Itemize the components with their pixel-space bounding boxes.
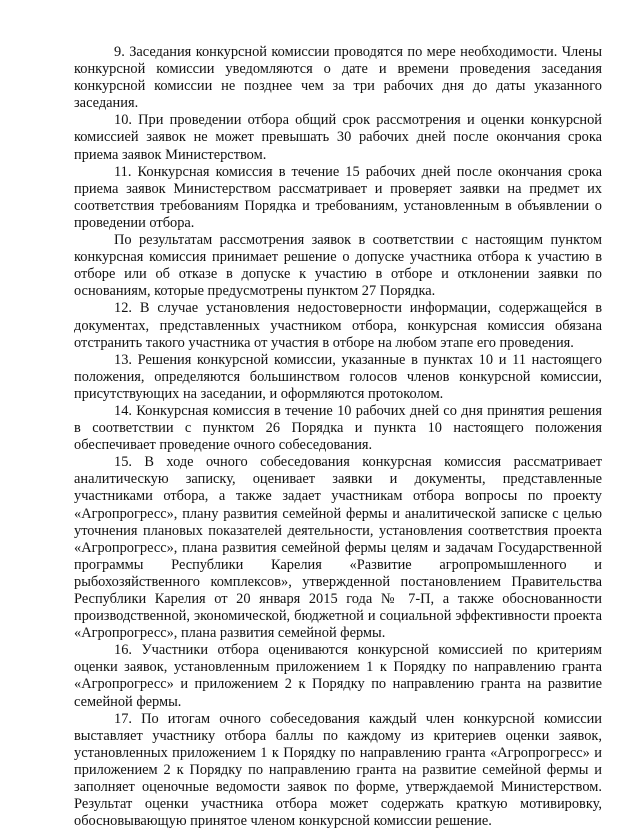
paragraph-9: 9. Заседания конкурсной комиссии проводятся по мере необходимости. Члены конкурсной комиссии уведомляются о дате и времени проведения заседания конкурсной комиссии не позднее чем за три рабочих дня до даты указанного заседания.	[74, 44, 602, 112]
paragraph-17: 17. По итогам очного собеседования каждый член конкурсной комиссии выставляет участнику отбора баллы по каждому из критериев оценки заявок, установленных приложением 1 к Порядку по направлению гранта «Агропрогресс» и приложением 2 к Порядку по направлению гранта на развитие семейной фермы и заполняет оценочные ведомости заявок по форме, утверждаемой Министерством. Результат оценки участника отбора может содержать краткую мотивировку, обосновывающую принятое членом конкурсной комиссии решение.	[74, 710, 602, 830]
paragraph-15: 15. В ходе очного собеседования конкурсная комиссия рассматривает аналитическую записку, оценивает заявки и документы, представленные участниками отбора, а также задает участникам отбора вопросы по проекту «Агропрогресс», плану развития семейной фермы и аналитической записке с целью уточнения плановых показателей деятельности, установления соответствия проекта «Агропрогресс», плана развития семейной фермы целям и задачам Государственной программы Республики Карелия «Развитие агропромышленного и рыбохозяйственного комплексов», утвержденной постановлением Правительства Республики Карелия от 20 января 2015 года № 7-П, а также обоснованности производственной, экономической, бюджетной и социальной эффективности проекта «Агропрогресс», плана развития семейной фермы.	[74, 454, 602, 642]
paragraph-10: 10. При проведении отбора общий срок рассмотрения и оценки конкурсной комиссией заявок не может превышать 30 рабочих дней после окончания срока приема заявок Министерством.	[74, 112, 602, 163]
paragraph-13: 13. Решения конкурсной комиссии, указанные в пунктах 10 и 11 настоящего положения, определяются большинством голосов членов конкурсной комиссии, присутствующих на заседании, и оформляются протоколом.	[74, 351, 602, 402]
paragraph-11: 11. Конкурсная комиссия в течение 15 рабочих дней после окончания срока приема заявок Министерством рассматривает и проверяет заявки на предмет их соответствия требованиям Порядка и требованиям, установленным в объявлении о проведении отбора.	[74, 163, 602, 231]
paragraph-16: 16. Участники отбора оцениваются конкурсной комиссией по критериям оценки заявок, установленным приложением 1 к Порядку по направлению гранта «Агропрогресс» и приложением 2 к Порядку по направлению гранта на развитие семейной фермы.	[74, 642, 602, 710]
paragraph-11-results: По результатам рассмотрения заявок в соответствии с настоящим пунктом конкурсная комиссия принимает решение о допуске участника отбора к участию в отборе или об отказе в допуске к участию в отборе и отклонении заявки по основаниям, которые предусмотрены пунктом 27 Порядка.	[74, 232, 602, 300]
document-body	[74, 44, 602, 830]
paragraph-14: 14. Конкурсная комиссия в течение 10 рабочих дней со дня принятия решения в соответствии с пунктом 26 Порядка и пункта 10 настоящего положения обеспечивает проведение очного собеседования.	[74, 402, 602, 454]
paragraph-12: 12. В случае установления недостоверности информации, содержащейся в документах, представленных участником отбора, конкурсная комиссия обязана отстранить такого участника от участия в отборе на любом этапе его проведения.	[74, 300, 602, 351]
